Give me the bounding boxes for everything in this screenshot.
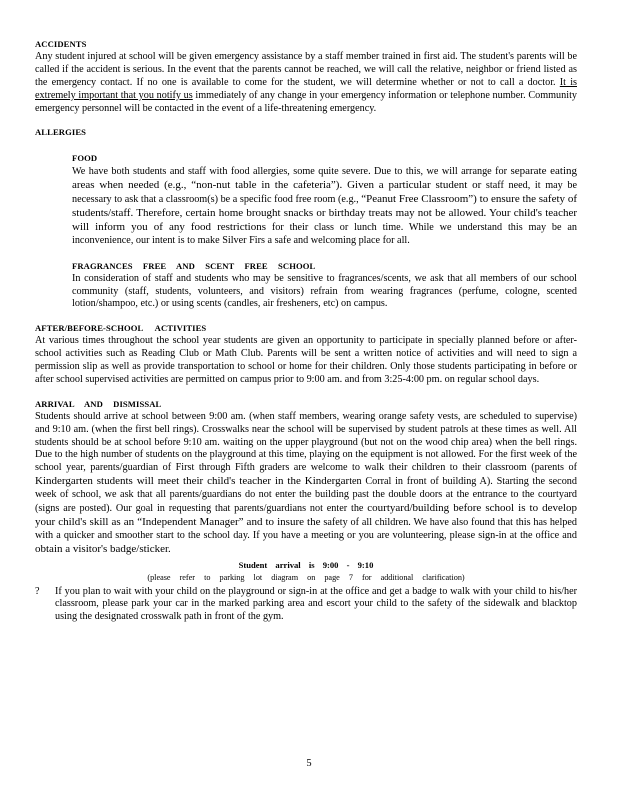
arrival-paragraph [35, 411, 577, 557]
food-subsection [72, 152, 577, 247]
accidents-heading: ACCIDENTS [35, 39, 87, 49]
food-heading: FOOD [72, 153, 98, 164]
fragrances-heading: FRAGRANCES FREE AND SCENT FREE SCHOOL [72, 260, 316, 271]
after-before-heading: AFTER/BEFORE-SCHOOL ACTIVITIES [35, 323, 207, 334]
arrival-text: ten Corral in front of building A). Starting the second week of school, we ask that all parents/guardians do not enter the building past the double doors at the entrance to the courtyard (signs are posted). Our goal in requesting that parents/guardians not enter the [35, 476, 577, 515]
after-before-paragraph: At various times throughout the school year students are given an opportunity to participate in specially planned before or after-school activities such as Reading Club or Math Club. Parents will be sent a written notice of activities and will need to sign a permission slip as well as provide transportation to school or home for their children. Only those students participating in before or after school supervised activities are permitted on campus prior to 9:00 am. and from 3:25-4:00 pm. on regular school days. [35, 335, 577, 385]
accidents-text-cont: immediately of any change in your emergency information or telephone number. Community emergency personnel will be contacted in the event of a life-threatening emergency. [35, 89, 578, 114]
document-page [35, 38, 577, 624]
arrival-note: (please refer to parking lot diagram on page 7 for additional clarification) [147, 572, 465, 582]
arrival-heading: ARRIVAL AND DISMISSAL [35, 398, 162, 409]
arrival-text: Students should arrive at school between 9:00 am. (when staff members, wearing orange safety vests, are scheduled to supervise) and 9:10 am. (when the first bell rings). Crosswalks near the school will be supervised by student patrols at these times as well. All students should be at school before 9:10 am. waiting on the upper playground (but not on the wood chip area) when the bell rings. Due to the high number of students on the playground at this time, playing on the equipment is not allowed. For the first week of the school year, parents/guardian of First through Fifth graders are welcome to walk their children to their classroom (parents of [35, 410, 577, 474]
arrival-text-large: courtyard/building before school is to develop your child's skill as an “Independent Manager” and to insure the [35, 502, 577, 528]
page-number: 5 [306, 758, 312, 769]
fragrances-subsection [72, 260, 577, 312]
arrival-text-large: obtain a visitor's badge/sticker. [35, 542, 171, 555]
bullet-mark: ? [35, 585, 40, 597]
arrival-bullet [35, 586, 577, 625]
accidents-notify-underlined: It is extremely important that you notify us [35, 76, 577, 101]
food-text: staff need, it may be necessary to ask that a classroom(s) be a specific food free room (e.g., [72, 180, 577, 206]
arrival-text-large: Kindergarten students will meet their child's teacher in the Kindergar [35, 475, 350, 488]
food-paragraph [72, 165, 577, 247]
food-text: for their class or lunch time. While we understand this may be an inconvenience, our intent is to make Silver Firs a safe and welcoming place for all. [72, 221, 577, 246]
after-before-section [35, 322, 577, 387]
arrival-time-line: Student arrival is 9:00 - 9:10 [238, 559, 374, 570]
arrival-section [35, 398, 577, 624]
food-text-large: “Peanut Free Classroom”) to ensure the safety of students/staff. Therefore, certain home brought snacks or birthday treats may not be allowed. Your child's teacher will inform you of any food restrictions [72, 193, 577, 233]
allergies-heading: ALLERGIES [35, 127, 87, 138]
allergies-section [35, 126, 577, 311]
arrival-bullet-text: If you plan to wait with your child on the playground or sign-in at the office and get a badge to walk with your child to his/her classroom, please park your car in the marked parking area and escort your child to the safety of the sidewalk and blacktop using the designated crosswalk path in front of the gym. [55, 585, 577, 623]
food-text-large: separate eating areas when needed (e.g., “non-nut table in the cafeteria”). Given a particular student or [72, 165, 578, 192]
arrival-text: safety of all children. We have also found that this has helped with a quicker and smoother start to the school day. If you have a meeting or you are volunteering, please sign-in at the office and [35, 517, 577, 541]
accidents-section [35, 38, 577, 115]
food-text: We have both students and staff with food allergies, some quite severe. Due to this, we will arrange for [72, 166, 507, 178]
accidents-text: Any student injured at school will be given emergency assistance by a staff member trained in first aid. The student's parents will be called if the accident is serious. In the event that the parents cannot be reached, we will call the relative, neighbor or friend listed as the emergency contact. If no one is available to come for the student, we will determine whether or not to call a doctor. [35, 50, 577, 88]
fragrances-paragraph: In consideration of staff and students who may be sensitive to fragrances/scents, we ask that all members of our school community (staff, students, volunteers, and visitors) refrain from wearing fragrances (perfume, cologne, scented lotion/shampoo, etc.) or using scents (candles, air fresheners, etc) on campus. [72, 272, 577, 310]
accidents-paragraph [35, 51, 577, 116]
